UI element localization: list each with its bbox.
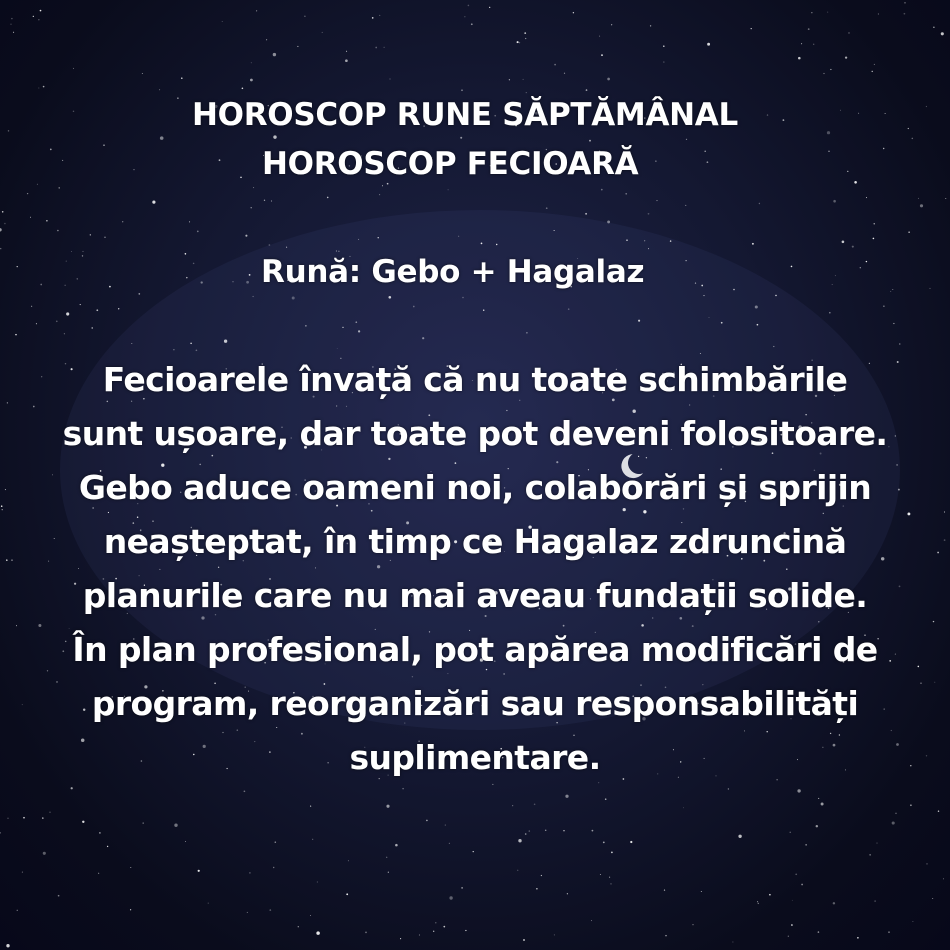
paragraph-line: neașteptat, în timp ce Hagalaz zdruncină [103,522,847,561]
title-line-1: HOROSCOP RUNE SĂPTĂMÂNAL [192,97,738,133]
paragraph-line: Fecioarele învață că nu toate schimbările [102,360,848,399]
paragraph-line: Gebo aduce oameni noi, colaborări și sprijin [78,468,872,507]
paragraph-line: program, reorganizări sau responsabilități [91,684,859,723]
paragraph-line: suplimentare. [349,738,601,777]
paragraph-line: planurile care nu mai aveau fundații solide. [82,576,868,615]
title-line-2: HOROSCOP FECIOARĂ [262,146,639,182]
paragraph-line: În plan profesional, pot apărea modificări de [72,630,878,669]
rune-line: Rună: Gebo + Hagalaz [261,254,645,290]
paragraph-line: sunt ușoare, dar toate pot deveni folositoare. [62,414,888,453]
